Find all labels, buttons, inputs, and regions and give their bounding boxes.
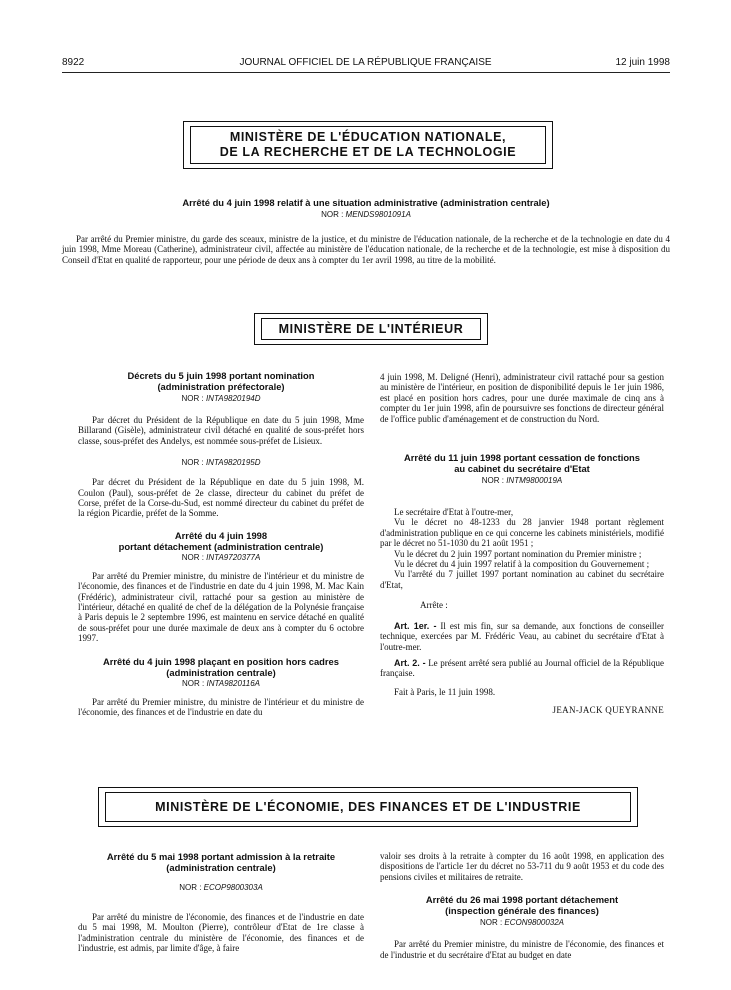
economie-left-column — [78, 851, 364, 954]
paragraph: Par arrêté du Premier ministre, du ministre de l'économie, des finances et de l'industrie et du secrétaire d'Etat au budget en date — [380, 939, 664, 960]
arrete-title-line1: Arrêté du 26 mai 1998 portant détachement — [425, 894, 619, 906]
arrete-title — [78, 530, 364, 552]
arrete-title-line1: Arrêté du 4 juin 1998 — [174, 529, 268, 541]
issue-date: 12 juin 1998 — [615, 57, 670, 68]
nor-line: NOR : INTA9820116A — [182, 678, 260, 688]
nor-code: ECON9800032A — [504, 918, 565, 928]
article-label: Art. 2. - — [394, 657, 426, 668]
arrete-title-line2: portant détachement (administration centrale) — [118, 540, 324, 552]
paragraph: Vu le décret du 2 juin 1997 portant nomination du Premier ministre ; — [394, 548, 642, 559]
fait-line: Fait à Paris, le 11 juin 1998. — [394, 686, 496, 697]
decrets-title — [78, 370, 364, 392]
paragraph: Par décret du Président de la République en date du 5 juin 1998, Mme Billarand (Gisèle), administrateur civil détaché en qualité de sous-préfet hors classe, sous-préfet des Andelys, est nommée sous-préfet de Lisieux. — [78, 415, 364, 446]
paragraph: 4 juin 1998, M. Deligné (Henri), administrateur civil rattaché pour sa gestion au ministère de l'intérieur, en position de disponibilité depuis le 1er juin 1986, est placé en position hors cadres, pour une durée maximale de cinq ans à compter du 1er juin 1998, afin de poursuivre ses fonctions de directeur général de l'office public d'aménagement et de construction du Nord. — [380, 372, 664, 424]
education-text-block — [62, 234, 670, 265]
ministry-box-economie — [98, 787, 638, 827]
arrete-title-line2: (inspection générale des finances) — [445, 905, 599, 917]
nor-code: INTA9820194D — [205, 394, 261, 403]
nor-code: INTM9800019A — [506, 476, 563, 486]
paragraph: Vu l'arrêté du 7 juillet 1997 portant nomination au cabinet du secrétaire d'Etat, — [380, 569, 664, 590]
arrete-title — [380, 894, 664, 916]
page-number: 8922 — [62, 57, 85, 68]
arrete-title-line1: Arrêté du 4 juin 1998 plaçant en position hors cadres — [102, 655, 339, 667]
nor-line: NOR : ECOP9800303A — [179, 883, 263, 892]
nor-education — [62, 210, 670, 219]
ministry-title-education-1: MINISTÈRE DE L'ÉDUCATION NATIONALE, — [229, 130, 507, 144]
paragraph: Par arrêté du Premier ministre, du garde des sceaux, ministre de la justice, et du ministre de l'éducation nationale, de la recherche et de la technologie en date du 4 juin 1998, Mme Moreau (Catherine), administrateur civil, affectée au ministère de l'éducation nationale, de la recherche et de la technologie, est mise à disposition du Conseil d'Etat en qualité de rapporteur, pour une période de deux ans à compter du 1er avril 1998, au titre de la mobilité. — [62, 234, 670, 265]
paragraph: Vu le décret du 4 juin 1997 relatif à la composition du Gouvernement ; — [394, 559, 650, 570]
nor-code: ECOP9800303A — [203, 883, 263, 892]
journal-title: JOURNAL OFFICIEL DE LA RÉPUBLIQUE FRANÇAISE — [239, 57, 492, 68]
nor-code: INTA9820116A — [206, 678, 260, 688]
nor-code: INTA9720377A — [206, 552, 261, 562]
article-text: Le présent arrêté sera publié au Journal officiel de la République française. — [380, 657, 664, 679]
paragraph: Par arrêté du Premier ministre, du ministre de l'intérieur et du ministre de l'économie, des finances et de l'industrie en date du 4 juin 1998, M. Mac Kain (Frédéric), administrateur civil, rattaché pour sa gestion au ministère de l'intérieur, détaché en qualité de chef de la délégation de la Polynésie française à Paris depuis le 2 septembre 1996, est maintenu en service détaché en qualité de sous-préfet pour une durée maximale de deux ans à compter du 6 octobre 1997. — [78, 570, 364, 644]
nor-label: NOR : — [321, 210, 344, 219]
paragraph: Par décret du Président de la République en date du 5 juin 1998, M. Coulon (Paul), sous-préfet de 2e classe, directeur du cabinet du préfet de Corse, préfet de la Corse-du-Sud, est nommé directeur du cabinet du préfet de la région Picardie, préfet de la Somme. — [78, 477, 364, 519]
arrete-title — [78, 851, 364, 873]
ministry-title-education-2: DE LA RECHERCHE ET DE LA TECHNOLOGIE — [219, 145, 517, 159]
paragraph: Vu le décret no 48-1233 du 28 janvier 1948 portant règlement d'administration publique en ce qui concerne les cabinets ministériels, modifié par le décret no 51-1030 du 21 août 1951 ; — [380, 517, 664, 549]
arrete-title — [78, 656, 364, 678]
header-rule — [62, 72, 670, 73]
interieur-right-column — [380, 372, 664, 716]
nor-line: NOR : INTA9820195D — [181, 458, 261, 468]
paragraph: Par arrêté du Premier ministre, du ministre de l'intérieur et du ministre de l'économie, des finances et de l'industrie en date du — [78, 696, 364, 718]
paragraph: Par arrêté du ministre de l'économie, des finances et de l'industrie en date du 5 mai 1998, M. Moulton (Pierre), contrôleur d'Etat de 1re classe à l'administration centrale du ministère de l'économie, des finances et de l'industrie, est admis, par limite d'âge, à faire — [78, 912, 364, 954]
arrete-word: Arrête : — [420, 600, 448, 611]
nor-line: NOR : INTA9720377A — [181, 552, 261, 562]
nor-code: INTA9820195D — [205, 458, 261, 468]
arrete-title-line2: (administration centrale) — [166, 862, 276, 873]
arrete-title-line2: au cabinet du secrétaire d'Etat — [454, 463, 590, 475]
signature: JEAN-JACK QUEYRANNE — [552, 705, 664, 716]
arrete-title-line1: Arrêté du 5 mai 1998 portant admission à la retraite — [106, 851, 336, 862]
nor-line: NOR : INTA9820194D — [181, 394, 261, 403]
article-2 — [380, 658, 664, 679]
arrete-title-line2: (administration centrale) — [166, 666, 276, 678]
article-label: Art. 1er. - — [394, 620, 437, 631]
nor-code: MENDS9801091A — [345, 210, 411, 219]
paragraph: valoir ses droits à la retraite à compter du 16 août 1998, en application des dispositions de l'article 1er du décret no 53-711 du 9 août 1953 et du code des pensions civiles et militaires de retraite. — [380, 851, 664, 882]
ministry-box-interieur — [254, 313, 488, 345]
ministry-box-education — [183, 121, 553, 169]
interieur-left-column — [78, 370, 364, 718]
arrete-title — [380, 452, 664, 474]
ministry-title-interieur: MINISTÈRE DE L'INTÉRIEUR — [261, 318, 481, 340]
paragraph: Le secrétaire d'Etat à l'outre-mer, — [394, 507, 514, 518]
arrete-title-education: Arrêté du 4 juin 1998 relatif à une situation administrative (administration centrale) — [182, 197, 550, 208]
economie-right-column — [380, 851, 664, 960]
nor-line: NOR : INTM9800019A — [481, 476, 563, 486]
article-text: Il est mis fin, sur sa demande, aux fonctions de conseiller technique, exercées par M. Frédéric Veau, au cabinet du secrétaire d'Etat à l'outre-mer. — [380, 620, 665, 652]
article-1 — [380, 621, 664, 652]
decrets-title-line2: (administration préfectorale) — [157, 381, 285, 392]
decrets-title-line1: Décrets du 5 juin 1998 portant nomination — [127, 370, 315, 381]
nor-line: NOR : ECON9800032A — [479, 918, 565, 928]
arrete-title-line1: Arrêté du 11 juin 1998 portant cessation de fonctions — [404, 452, 640, 464]
ministry-title-economie: MINISTÈRE DE L'ÉCONOMIE, DES FINANCES ET DE L'INDUSTRIE — [105, 792, 631, 822]
